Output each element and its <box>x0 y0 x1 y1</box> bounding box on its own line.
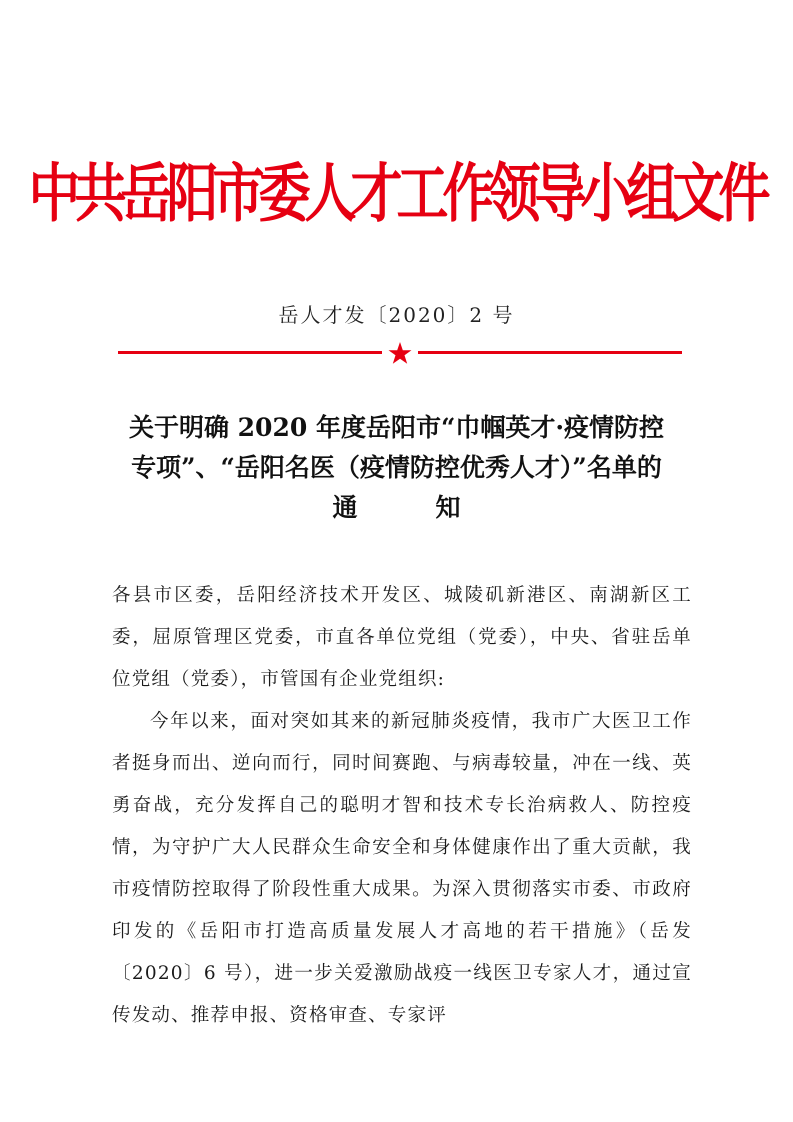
document-title <box>0 408 793 528</box>
addressees: 各县市区委，岳阳经济技术开发区、城陵矶新港区、南湖新区工委，屈原管理区党委，市直各单位党组（党委），中央、省驻岳单位党组（党委），市管国有企业党组织: <box>112 585 692 690</box>
title-line-1: 关于明确 2020 年度岳阳市“巾帼英才·疫情防控 <box>128 413 665 442</box>
document-number: 岳人才发〔2020〕2 号 <box>278 303 515 327</box>
divider-line-left <box>118 351 382 354</box>
red-divider <box>118 342 682 364</box>
title-notice-char-1: 通 <box>332 493 358 522</box>
divider-line-right <box>418 351 682 354</box>
title-line-3 <box>0 488 793 528</box>
document-body <box>112 575 692 1037</box>
title-line-2: 专项”、“岳阳名医（疫情防控优秀人才）”名单的 <box>131 453 662 482</box>
star-icon <box>388 342 412 364</box>
body-paragraph-1: 今年以来，面对突如其来的新冠肺炎疫情，我市广大医卫工作者挺身而出、逆向而行，同时间赛跑、与病毒较量，冲在一线、英勇奋战，充分发挥自己的聪明才智和技术专长治病救人、防控疫情，为守护广大人民群众生命安全和身体健康作出了重大贡献，我市疫情防控取得了阶段性重大成果。为深入贯彻落实市委、市政府印发的《岳阳市打造高质量发展人才高地的若干措施》（岳发〔2020〕6 号），进一步关爱激励战疫一线医卫专家人才，通过宣传发动、推荐申报、资格审查、专家评 <box>112 711 692 1026</box>
issuer-header: 中共岳阳市委人才工作领导小组文件 <box>28 157 765 232</box>
title-notice-char-2: 知 <box>435 493 461 522</box>
